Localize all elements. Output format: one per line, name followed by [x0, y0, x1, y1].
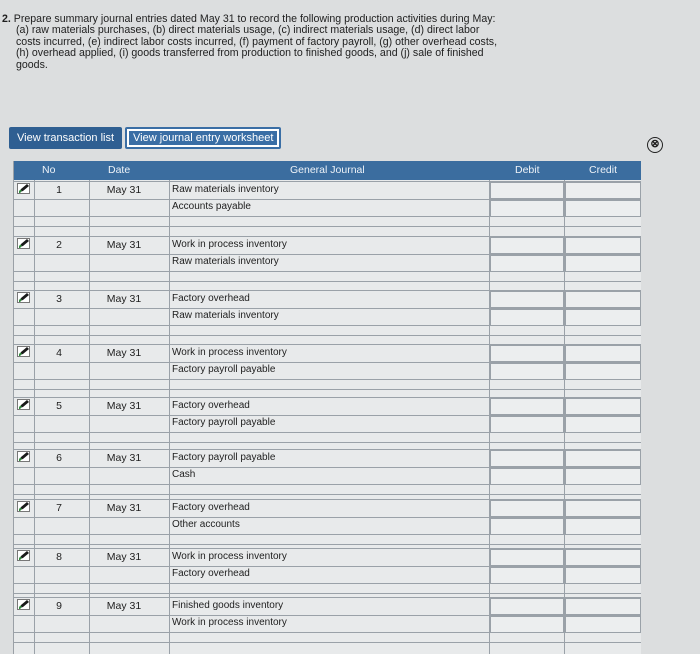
debit-cell[interactable]: [490, 237, 564, 254]
worksheet-tabs: [9, 127, 281, 149]
credit-account[interactable]: Raw materials inventory: [172, 310, 279, 321]
entry-number: 5: [56, 400, 62, 412]
credit-account[interactable]: Factory payroll payable: [172, 417, 276, 428]
entry-date: May 31: [106, 452, 142, 464]
edit-pencil-icon[interactable]: [17, 501, 30, 512]
debit-cell[interactable]: [490, 398, 564, 415]
journal-entry-row: [14, 397, 641, 451]
credit-cell[interactable]: [565, 309, 641, 326]
debit-cell[interactable]: [490, 500, 564, 517]
entry-date: May 31: [106, 502, 142, 514]
entry-number: 3: [56, 293, 62, 305]
entry-date: May 31: [106, 184, 142, 196]
header-general-journal: General Journal: [290, 164, 365, 176]
question-line: Prepare summary journal entries dated May 31 to record the following production activities during May:: [13, 13, 496, 25]
edit-pencil-icon[interactable]: [17, 238, 30, 249]
header-credit: Credit: [589, 164, 618, 176]
journal-entry-row: [14, 181, 641, 235]
credit-cell[interactable]: [565, 468, 641, 485]
credit-account[interactable]: Work in process inventory: [172, 617, 287, 628]
general-journal-table: [13, 161, 641, 654]
debit-cell[interactable]: [490, 182, 564, 199]
view-transaction-list-button[interactable]: View transaction list: [9, 127, 122, 149]
question-line: goods.: [16, 58, 48, 71]
debit-cell[interactable]: [490, 345, 564, 362]
debit-cell[interactable]: [490, 200, 564, 217]
entry-date: May 31: [106, 600, 142, 612]
credit-cell[interactable]: [565, 182, 641, 199]
credit-cell[interactable]: [565, 416, 641, 433]
edit-pencil-icon[interactable]: [17, 183, 30, 194]
entry-date: May 31: [106, 347, 142, 359]
row-divider: [14, 642, 641, 643]
view-journal-entry-worksheet-button[interactable]: View journal entry worksheet: [125, 127, 281, 149]
credit-cell[interactable]: [565, 549, 641, 566]
journal-entry-row: [14, 597, 641, 651]
credit-cell[interactable]: [565, 518, 641, 535]
debit-account[interactable]: Raw materials inventory: [172, 184, 279, 195]
debit-cell[interactable]: [490, 309, 564, 326]
credit-cell[interactable]: [565, 255, 641, 272]
entry-number: 2: [56, 239, 62, 251]
credit-account[interactable]: Factory payroll payable: [172, 364, 276, 375]
row-divider: [14, 494, 641, 495]
debit-account[interactable]: Factory payroll payable: [172, 452, 276, 463]
entry-number: 7: [56, 502, 62, 514]
row-divider: [14, 226, 641, 227]
entry-number: 6: [56, 452, 62, 464]
credit-cell[interactable]: [565, 500, 641, 517]
debit-account[interactable]: Work in process inventory: [172, 551, 287, 562]
debit-cell[interactable]: [490, 255, 564, 272]
question-text: [2, 14, 522, 71]
row-divider: [14, 544, 641, 545]
credit-account[interactable]: Factory overhead: [172, 568, 250, 579]
journal-entry-row: [14, 290, 641, 344]
row-divider: [14, 281, 641, 282]
row-divider: [14, 335, 641, 336]
close-icon[interactable]: ⊗: [647, 137, 663, 153]
credit-cell[interactable]: [565, 200, 641, 217]
entry-number: 8: [56, 551, 62, 563]
debit-cell[interactable]: [490, 291, 564, 308]
edit-pencil-icon[interactable]: [17, 292, 30, 303]
debit-cell[interactable]: [490, 567, 564, 584]
row-divider: [14, 442, 641, 443]
header-debit: Debit: [515, 164, 540, 176]
entry-number: 1: [56, 184, 62, 196]
edit-pencil-icon[interactable]: [17, 599, 30, 610]
credit-cell[interactable]: [565, 291, 641, 308]
question-line: costs incurred, (e) indirect labor costs incurred, (f) payment of factory payroll, (g) other overhead costs,: [16, 35, 498, 48]
header-date: Date: [108, 164, 131, 176]
header-no: No: [42, 164, 56, 176]
journal-entry-row: [14, 499, 641, 553]
debit-cell[interactable]: [490, 450, 564, 467]
debit-cell[interactable]: [490, 549, 564, 566]
debit-account[interactable]: Factory overhead: [172, 502, 250, 513]
edit-pencil-icon[interactable]: [17, 346, 30, 357]
entry-date: May 31: [106, 293, 142, 305]
credit-cell[interactable]: [565, 450, 641, 467]
credit-cell[interactable]: [565, 616, 641, 633]
journal-entry-row: [14, 236, 641, 290]
debit-account[interactable]: Factory overhead: [172, 293, 250, 304]
journal-entry-row: [14, 449, 641, 503]
question-line: (h) overhead applied, (i) goods transferred from production to finished goods, and (j) sale of finished: [16, 47, 484, 60]
credit-cell[interactable]: [565, 567, 641, 584]
journal-entry-row: [14, 344, 641, 398]
credit-cell[interactable]: [565, 363, 641, 380]
edit-pencil-icon[interactable]: [17, 550, 30, 561]
edit-pencil-icon[interactable]: [17, 399, 30, 410]
debit-cell[interactable]: [490, 598, 564, 615]
row-divider: [14, 389, 641, 390]
debit-account[interactable]: Work in process inventory: [172, 239, 287, 250]
credit-account[interactable]: Other accounts: [172, 519, 240, 530]
journal-entry-row: [14, 548, 641, 602]
entry-date: May 31: [106, 551, 142, 563]
debit-cell[interactable]: [490, 468, 564, 485]
debit-account[interactable]: Finished goods inventory: [172, 600, 284, 611]
credit-account[interactable]: Raw materials inventory: [172, 256, 279, 267]
entry-number: 4: [56, 347, 62, 359]
entry-number: 9: [56, 600, 62, 612]
question-number: 2.: [2, 13, 11, 25]
debit-account[interactable]: Work in process inventory: [172, 347, 287, 358]
edit-pencil-icon[interactable]: [17, 451, 30, 462]
credit-cell[interactable]: [565, 398, 641, 415]
entry-date: May 31: [106, 239, 142, 251]
question-line: (a) raw materials purchases, (b) direct materials usage, (c) indirect materials usage, (d) direct labor: [16, 24, 480, 37]
debit-cell[interactable]: [490, 518, 564, 535]
credit-cell[interactable]: [565, 345, 641, 362]
entry-date: May 31: [106, 400, 142, 412]
credit-cell[interactable]: [565, 237, 641, 254]
debit-cell[interactable]: [490, 363, 564, 380]
debit-account[interactable]: Factory overhead: [172, 400, 250, 411]
debit-cell[interactable]: [490, 616, 564, 633]
credit-account[interactable]: Cash: [172, 469, 196, 480]
row-divider: [14, 593, 641, 594]
credit-account[interactable]: Accounts payable: [172, 201, 251, 212]
table-header: [14, 161, 641, 180]
credit-cell[interactable]: [565, 598, 641, 615]
debit-cell[interactable]: [490, 416, 564, 433]
